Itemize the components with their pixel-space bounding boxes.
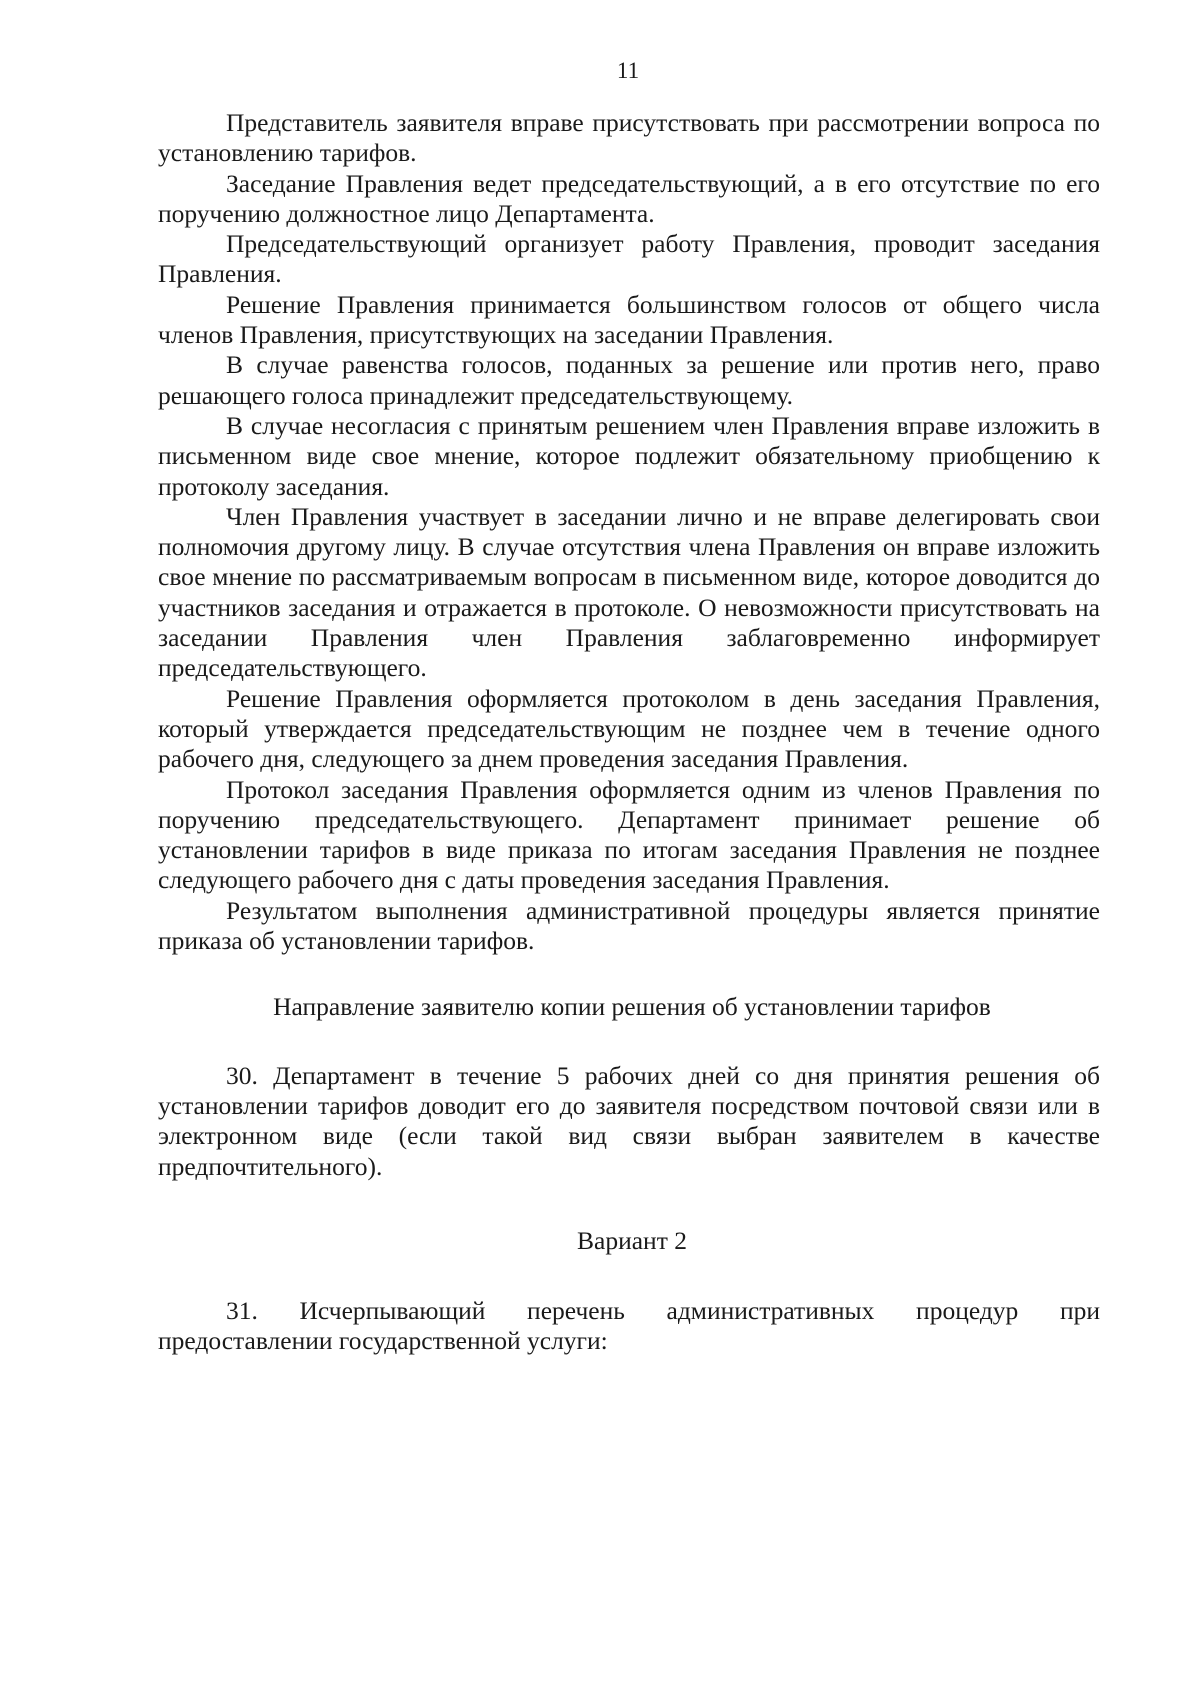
variant-heading: Вариант 2: [577, 1225, 687, 1255]
paragraph: В случае несогласия с принятым решением член Правления вправе изложить в письменном виде свое мнение, которое подлежит обязательному приобщению к протоколу заседания.: [158, 410, 1100, 501]
paragraph: Решение Правления принимается большинством голосов от общего числа членов Правления, присутствующих на заседании Правления.: [158, 289, 1100, 350]
paragraph: В случае равенства голосов, поданных за решение или против него, право решающего голоса принадлежит председательствующему.: [158, 350, 1100, 410]
paragraph: Решение Правления оформляется протоколом в день заседания Правления, который утверждается председательствующим не позднее чем в течение одного рабочего дня, следующего за днем проведения заседания Правления.: [158, 683, 1100, 774]
paragraph: Член Правления участвует в заседании лично и не вправе делегировать свои полномочия другому лицу. В случае отсутствия члена Правления он вправе изложить свое мнение по рассматриваемым вопросам в письменном виде, которое доводится до участников заседания и отражается в протоколе. О невозможности присутствовать на заседании Правления член Правления заблаговременно информирует председательствующего.: [158, 501, 1100, 683]
paragraph: Протокол заседания Правления оформляется одним из членов Правления по поручению председательствующего. Департамент принимает решение об установлении тарифов в виде приказа по итогам заседания Правления не позднее следующего рабочего дня с даты проведения заседания Правления.: [158, 774, 1100, 895]
document-body: [158, 108, 1100, 1357]
paragraph: Председательствующий организует работу Правления, проводит заседания Правления.: [158, 229, 1100, 289]
paragraph: Представитель заявителя вправе присутствовать при рассмотрении вопроса по установлению тарифов.: [158, 108, 1100, 168]
paragraph: Результатом выполнения административной процедуры является принятие приказа об установлении тарифов.: [158, 895, 1100, 956]
section-heading: Направление заявителю копии решения об установлении тарифов: [273, 992, 991, 1022]
page-number: 11: [616, 58, 640, 83]
paragraph-31: 31. Исчерпывающий перечень административных процедур при предоставлении государственной услуги:: [158, 1296, 1100, 1356]
paragraph: Заседание Правления ведет председательствующий, а в его отсутствие по его поручению должностное лицо Департамента.: [158, 168, 1100, 228]
paragraph-30: 30. Департамент в течение 5 рабочих дней со дня принятия решения об установлении тарифов доводит его до заявителя посредством почтовой связи или в электронном виде (если такой вид связи выбран заявителем в качестве предпочтительного).: [158, 1060, 1100, 1181]
